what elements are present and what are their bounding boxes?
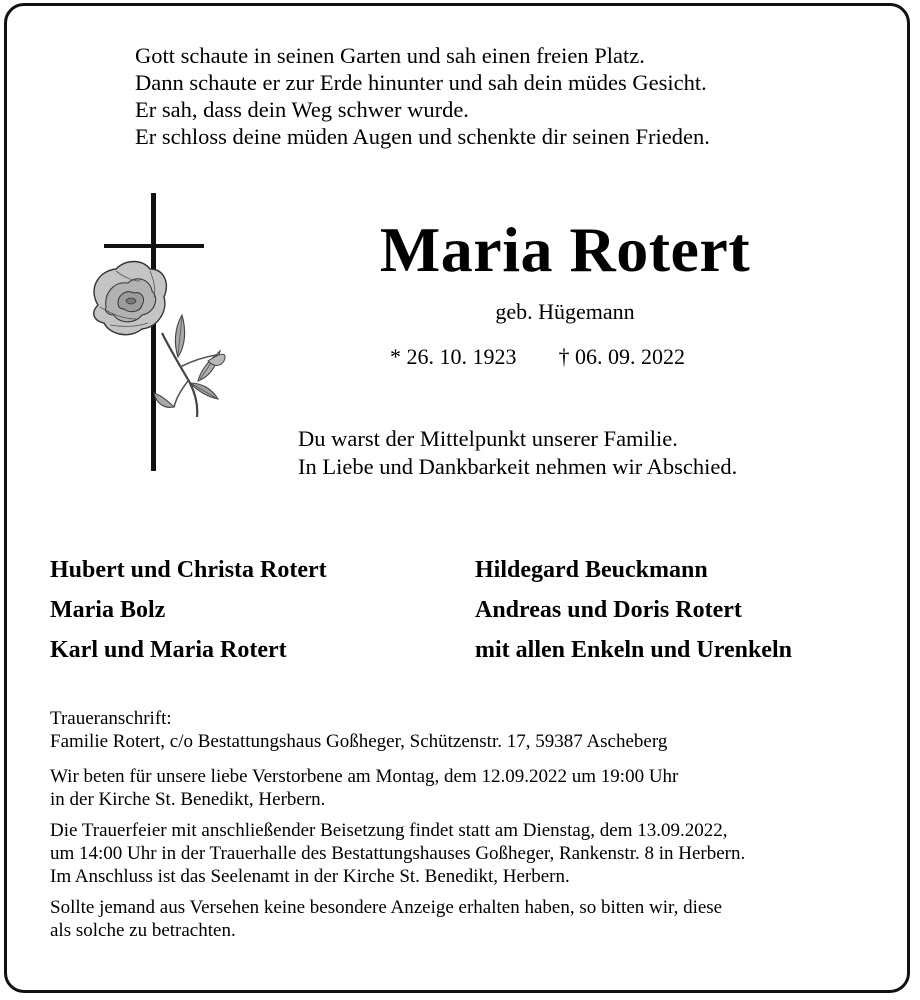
- funeral-line: Die Trauerfeier mit anschließender Beisetzung findet statt am Dienstag, dem 13.09.2022,: [50, 820, 728, 841]
- mourning-address: [50, 707, 890, 753]
- poem-line: Dann schaute er zur Erde hinunter und sah dein müdes Gesicht.: [135, 70, 707, 95]
- death-date: † 06. 09. 2022: [558, 344, 685, 369]
- mourner-name: Karl und Maria Rotert: [50, 637, 287, 663]
- mourner-name: Andreas und Doris Rotert: [475, 597, 742, 623]
- birth-date: * 26. 10. 1923: [390, 344, 517, 369]
- poem-line: Er sah, dass dein Weg schwer wurde.: [135, 97, 469, 122]
- quote-line: Du warst der Mittelpunkt unserer Familie.: [298, 426, 678, 451]
- mourners-left-column: [50, 550, 327, 670]
- cross-with-rose-illustration: [70, 185, 240, 480]
- mourner-name: Hubert und Christa Rotert: [50, 557, 327, 583]
- deceased-name: Maria Rotert: [379, 214, 751, 285]
- farewell-quote: [298, 425, 737, 481]
- life-dates: [390, 343, 685, 371]
- notice-remark: [50, 896, 890, 942]
- notice-line: als solche zu betrachten.: [50, 920, 236, 941]
- prayer-line: Wir beten für unsere liebe Verstorbene am Montag, dem 12.09.2022 um 19:00 Uhr: [50, 766, 679, 787]
- mourner-name: mit allen Enkeln und Urenkeln: [475, 637, 792, 663]
- address-text: Familie Rotert, c/o Bestattungshaus Goßheger, Schützenstr. 17, 59387 Ascheberg: [50, 731, 668, 752]
- mourner-name: Maria Bolz: [50, 597, 166, 623]
- funeral-service: [50, 819, 890, 888]
- mourners-right-column: [475, 550, 792, 670]
- prayer-line: in der Kirche St. Benedikt, Herbern.: [50, 789, 326, 810]
- rose-icon: [94, 262, 225, 418]
- poem: [135, 42, 710, 150]
- notice-line: Sollte jemand aus Versehen keine besondere Anzeige erhalten haben, so bitten wir, diese: [50, 897, 723, 918]
- poem-line: Gott schaute in seinen Garten und sah einen freien Platz.: [135, 43, 645, 68]
- funeral-line: um 14:00 Uhr in der Trauerhalle des Bestattungshauses Goßheger, Rankenstr. 8 in Herbern.: [50, 843, 746, 864]
- funeral-line: Im Anschluss ist das Seelenamt in der Kirche St. Benedikt, Herbern.: [50, 866, 570, 887]
- mourner-name: Hildegard Beuckmann: [475, 557, 708, 583]
- funeral-information: [50, 707, 890, 942]
- birth-name: geb. Hügemann: [495, 299, 635, 324]
- address-label: Traueranschrift:: [50, 708, 172, 729]
- prayer-service: [50, 765, 890, 811]
- quote-line: In Liebe und Dankbarkeit nehmen wir Abschied.: [298, 454, 738, 479]
- poem-line: Er schloss deine müden Augen und schenkte dir seinen Frieden.: [135, 124, 710, 149]
